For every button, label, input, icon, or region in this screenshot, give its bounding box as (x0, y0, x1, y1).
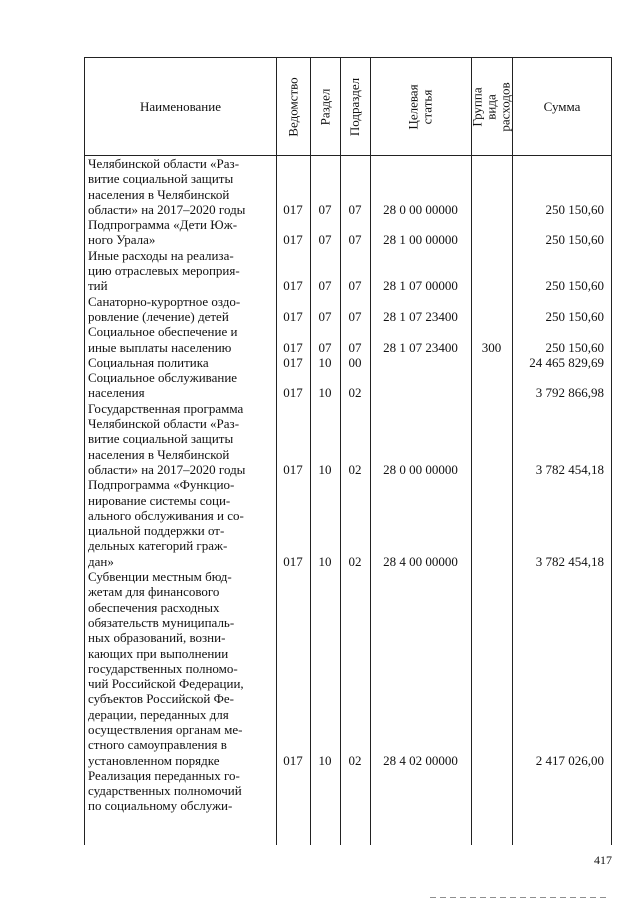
header-summa-label: Сумма (543, 98, 581, 114)
header-summa (513, 58, 611, 155)
row-tselevaya-statya (370, 355, 471, 370)
row-podrazdel: 07 (348, 339, 362, 355)
row-vedomstvo: 017 (283, 354, 303, 370)
row-name: Челябинской области «Раз- витие социальной защиты населения в Челябинской области» на 2017–2020 годы (88, 156, 246, 217)
row-tselevaya-statya: 28 4 00 00000 (383, 553, 458, 569)
row-razdel: 07 (318, 278, 332, 294)
row-tselevaya-statya (370, 768, 471, 814)
row-name: Социальная политика (88, 354, 209, 370)
row-vedomstvo: 017 (283, 201, 303, 217)
row-razdel: 10 (318, 553, 332, 569)
row-vedomstvo: 017 (283, 553, 303, 569)
row-summa: 3 792 866,98 (535, 385, 604, 401)
row-tselevaya-statya: 28 1 07 00000 (383, 278, 458, 294)
row-tselevaya-statya: 28 4 02 00000 (383, 752, 458, 768)
row-podrazdel: 00 (348, 354, 362, 370)
row-gruppa-vida (471, 355, 512, 370)
row-tselevaya-statya: 28 1 07 23400 (383, 339, 458, 355)
table-row (84, 294, 612, 325)
row-summa: 3 782 454,18 (535, 461, 604, 477)
row-vedomstvo: 017 (283, 752, 303, 768)
row-name: Санаторно-курортное оздо- ровление (лечение) детей (88, 293, 241, 324)
row-podrazdel: 02 (348, 553, 362, 569)
header-podrazdel-label: Подраздел (347, 77, 363, 136)
header-tselevaya (371, 58, 471, 155)
header-razdel-label: Раздел (317, 88, 333, 125)
row-name: Субвенции местным бюд- жетам для финансового обеспечения расходных обязательств муниципаль- ных образований, возни- кающих при выполнении государственных полномо- чий Российской Федерации, субъектов Российской Фе- дерации, переданных для осуществления органам ме- стного самоуправления в установленном порядке (88, 569, 244, 768)
row-vedomstvo: 017 (283, 339, 303, 355)
row-podrazdel: 07 (348, 278, 362, 294)
row-tselevaya-statya (370, 370, 471, 401)
row-gruppa-vida (471, 248, 512, 294)
row-podrazdel: 02 (348, 385, 362, 401)
row-vedomstvo: 017 (283, 385, 303, 401)
table-row (84, 355, 612, 370)
row-gruppa-vida (471, 156, 512, 217)
table-body (84, 156, 612, 814)
row-tselevaya-statya: 28 0 00 00000 (383, 461, 458, 477)
table-row (84, 370, 612, 401)
table-row (84, 217, 612, 248)
row-summa: 250 150,60 (545, 232, 604, 248)
row-gruppa-vida (471, 768, 512, 814)
row-gruppa-vida (471, 477, 512, 569)
row-name: Подпрограмма «Дети Юж- ного Урала» (88, 217, 238, 248)
row-gruppa-vida (471, 370, 512, 401)
row-razdel: 10 (318, 461, 332, 477)
row-podrazdel: 07 (348, 232, 362, 248)
table-row (84, 401, 612, 477)
row-gruppa-vida (471, 569, 512, 768)
row-gruppa-vida (471, 217, 512, 248)
table-row (84, 156, 612, 217)
row-summa: 250 150,60 (545, 201, 604, 217)
table-row (84, 768, 612, 814)
row-vedomstvo: 017 (283, 278, 303, 294)
header-podrazdel (341, 58, 370, 155)
scan-artifact (430, 897, 606, 898)
header-gruppa-label: Группа вида расходов (470, 81, 514, 132)
row-podrazdel: 07 (348, 308, 362, 324)
row-name: Социальное обслуживание населения (88, 370, 238, 401)
row-name: Подпрограмма «Функцио- нирование системы соци- ального обслуживания и со- циальной поддержки от- дельных категорий граж- дан» (88, 477, 244, 569)
row-summa: 24 465 829,69 (529, 354, 604, 370)
row-name: Иные расходы на реализа- цию отраслевых мероприя- тий (88, 247, 240, 294)
row-podrazdel (340, 768, 370, 814)
table-row (84, 248, 612, 294)
header-name-label: Наименование (140, 98, 221, 114)
header-gruppa (472, 58, 512, 155)
row-razdel: 10 (318, 752, 332, 768)
row-name: Социальное обеспечение и иные выплаты населению (88, 324, 238, 355)
row-razdel: 10 (318, 354, 332, 370)
row-razdel: 07 (318, 308, 332, 324)
row-razdel: 07 (318, 339, 332, 355)
header-vedomstvo-label: Ведомство (285, 76, 301, 137)
table-row (84, 324, 612, 355)
header-tselevaya-label: Целевая статья (405, 83, 435, 130)
row-razdel (310, 768, 340, 814)
row-gruppa-vida (471, 294, 512, 325)
row-name: Реализация переданных го- сударственных полномочий по социальному обслужи- (88, 767, 242, 814)
row-summa: 250 150,60 (545, 339, 604, 355)
row-gruppa-vida (471, 401, 512, 477)
table-row (84, 477, 612, 569)
header-vedomstvo (277, 58, 310, 155)
row-tselevaya-statya: 28 1 07 23400 (383, 308, 458, 324)
row-vedomstvo: 017 (283, 308, 303, 324)
row-summa: 250 150,60 (545, 308, 604, 324)
table-row (84, 569, 612, 768)
header-razdel (311, 58, 340, 155)
row-summa: 250 150,60 (545, 278, 604, 294)
row-vedomstvo: 017 (283, 232, 303, 248)
row-tselevaya-statya: 28 0 00 00000 (383, 201, 458, 217)
header-name (85, 58, 276, 155)
row-summa: 2 417 026,00 (535, 752, 604, 768)
row-podrazdel: 02 (348, 461, 362, 477)
row-razdel: 10 (318, 385, 332, 401)
row-name: Государственная программа Челябинской области «Раз- витие социальной защиты населения в Челябинской области» на 2017–2020 годы (88, 400, 246, 477)
row-summa (512, 768, 612, 814)
row-podrazdel: 02 (348, 752, 362, 768)
row-summa: 3 782 454,18 (535, 553, 604, 569)
row-podrazdel: 07 (348, 201, 362, 217)
row-gruppa-vida: 300 (481, 339, 502, 355)
row-razdel: 07 (318, 201, 332, 217)
row-vedomstvo: 017 (283, 461, 303, 477)
row-razdel: 07 (318, 232, 332, 248)
row-tselevaya-statya: 28 1 00 00000 (383, 232, 458, 248)
page-number: 417 (594, 853, 612, 867)
row-vedomstvo (276, 768, 310, 814)
